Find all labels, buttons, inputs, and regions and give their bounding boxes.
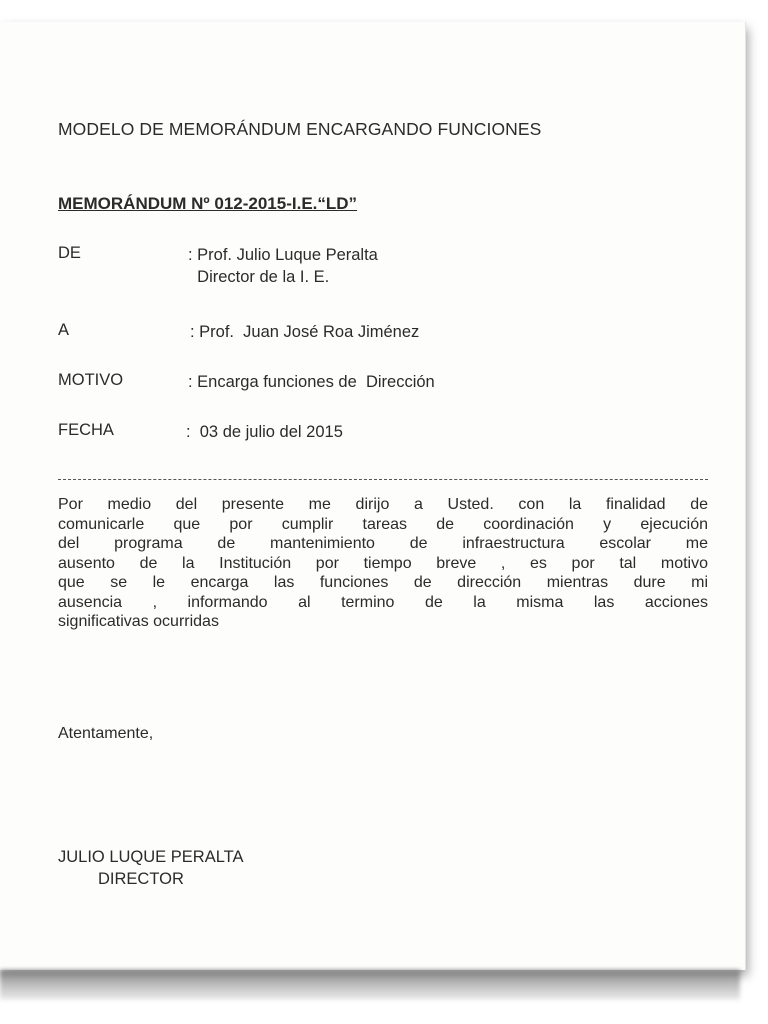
field-date-value: : 03 de julio del 2015: [186, 423, 343, 441]
memo-body-line: ausento de la Institución por tiempo breve , es por tal motivo: [58, 554, 708, 572]
memo-body-line: Por medio del presente me dirijo a Usted. con la finalidad de: [58, 496, 708, 513]
field-to-value: : Prof. Juan José Roa Jiménez: [190, 323, 420, 341]
field-to-label: A: [58, 321, 70, 339]
field-subject-label: MOTIVO: [58, 371, 124, 389]
memo-number: MEMORÁNDUM Nº 012-2015-I.E.“LD”: [58, 194, 358, 213]
field-from-label: DE: [58, 244, 81, 262]
memo-body: [58, 495, 708, 632]
signer-title: DIRECTOR: [98, 870, 184, 888]
field-from-value-line2: Director de la I. E.: [188, 268, 330, 286]
memo-body-line: ausencia , informando al termino de la misma las acciones: [58, 593, 708, 611]
field-subject-value: : Encarga funciones de Dirección: [188, 373, 435, 391]
document-heading: MODELO DE MEMORÁNDUM ENCARGANDO FUNCIONES: [58, 119, 542, 139]
memo-page: [0, 22, 746, 970]
dashed-divider: [58, 479, 708, 480]
signer-name: JULIO LUQUE PERALTA: [58, 848, 244, 866]
memo-body-line: comunicarle que por cumplir tareas de coordinación y ejecución: [58, 515, 708, 533]
memo-body-line: significativas ocurridas: [58, 613, 219, 630]
field-from-value-line1: : Prof. Julio Luque Peralta: [188, 246, 378, 264]
memo-body-line: que se le encarga las funciones de dirección mientras dure mi: [58, 574, 708, 591]
field-from-value: [188, 244, 378, 288]
memo-body-line: del programa de mantenimiento de infraestructura escolar me: [58, 535, 708, 552]
field-date-label: FECHA: [58, 421, 114, 439]
page-shadow: [0, 970, 740, 1000]
closing-salutation: Atentamente,: [58, 725, 154, 742]
